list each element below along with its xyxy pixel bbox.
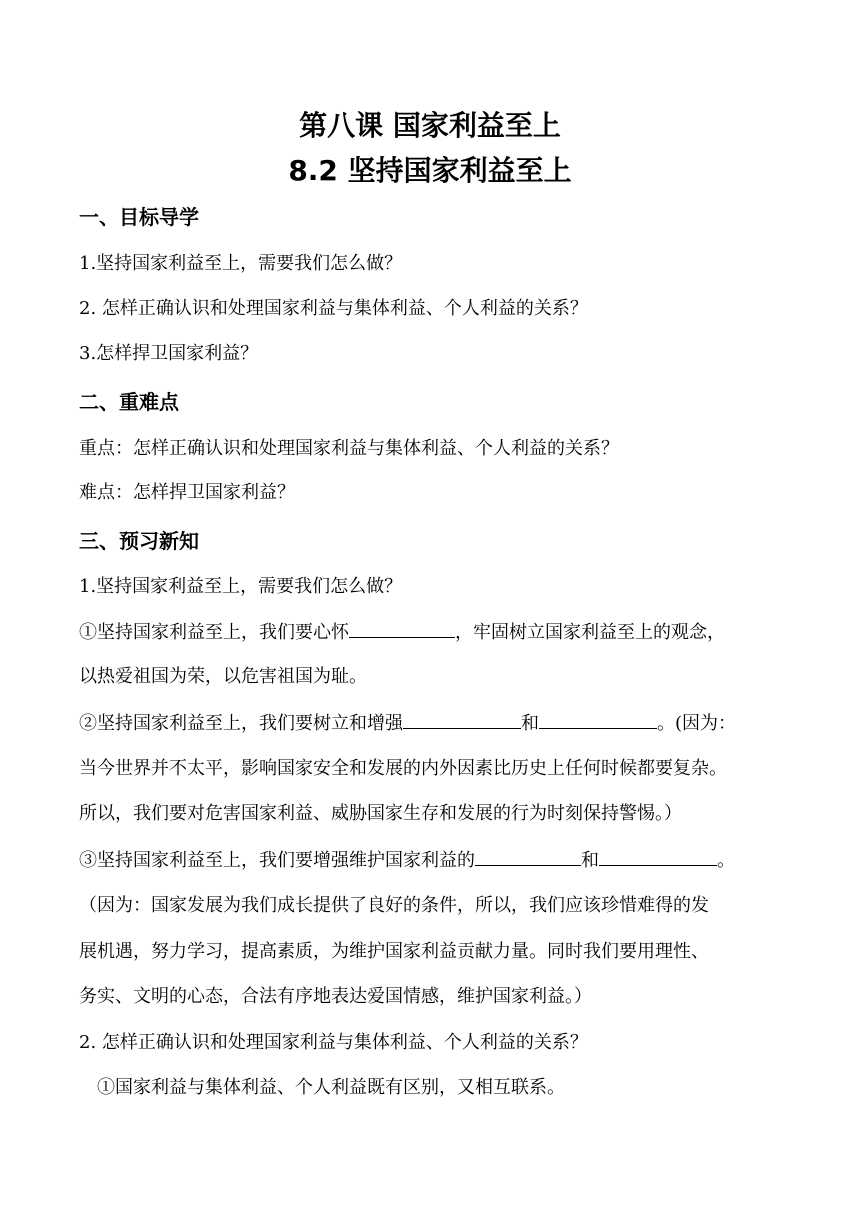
answer-1-text-b: ，牢固树立国家利益至上的观念， bbox=[455, 622, 725, 643]
section-heading-goals: 一、目标导学 bbox=[79, 205, 199, 229]
difficult-point: 难点：怎样捍卫国家利益？ bbox=[79, 482, 295, 503]
lesson-subtitle: 8.2 坚持国家利益至上 bbox=[288, 154, 572, 187]
answer-1-text-a: ①坚持国家利益至上，我们要心怀 bbox=[79, 622, 349, 643]
goal-item-3: 3.怎样捍卫国家利益？ bbox=[79, 343, 259, 364]
answer-1-line-2: 以热爱祖国为荣，以危害祖国为耻。 bbox=[79, 666, 367, 687]
fill-blank-2[interactable] bbox=[403, 710, 521, 729]
key-point: 重点：怎样正确认识和处理国家利益与集体利益、个人利益的关系？ bbox=[79, 438, 619, 459]
question-2: 2. 怎样正确认识和处理国家利益与集体利益、个人利益的关系？ bbox=[79, 1032, 588, 1053]
fill-blank-1[interactable] bbox=[349, 619, 455, 638]
answer-2-and: 和 bbox=[521, 713, 539, 734]
answer-2-line-3: 所以，我们要对危害国家利益、威胁国家生存和发展的行为时刻保持警惕。） bbox=[79, 803, 682, 824]
answer-3-line-1 bbox=[79, 847, 735, 874]
question-2-point-1: ①国家利益与集体利益、个人利益既有区别，又相互联系。 bbox=[97, 1077, 565, 1098]
fill-blank-4[interactable] bbox=[475, 847, 581, 866]
answer-2-line-2: 当今世界并不太平，影响国家安全和发展的内外因素比历史上任何时候都要复杂。 bbox=[79, 758, 727, 779]
goal-item-1: 1.坚持国家利益至上，需要我们怎么做？ bbox=[79, 253, 403, 274]
fill-blank-5[interactable] bbox=[599, 847, 717, 866]
section-heading-key-points: 二、重难点 bbox=[79, 390, 179, 414]
section-heading-preview: 三、预习新知 bbox=[79, 529, 199, 553]
answer-3-line-3: 展机遇，努力学习，提高素质，为维护国家利益贡献力量。同时我们要用理性、 bbox=[79, 941, 709, 962]
answer-2-text-a: ②坚持国家利益至上，我们要树立和增强 bbox=[79, 713, 403, 734]
question-1: 1.坚持国家利益至上，需要我们怎么做？ bbox=[79, 576, 403, 597]
answer-3-line-4: 务实、文明的心态，合法有序地表达爱国情感，维护国家利益。） bbox=[79, 986, 592, 1007]
answer-1-line-1 bbox=[79, 619, 725, 646]
answer-2-line-1 bbox=[79, 710, 736, 737]
lesson-title: 第八课 国家利益至上 bbox=[299, 109, 561, 142]
answer-3-text-a: ③坚持国家利益至上，我们要增强维护国家利益的 bbox=[79, 850, 475, 871]
answer-3-line-2: （因为：国家发展为我们成长提供了良好的条件，所以，我们应该珍惜难得的发 bbox=[79, 895, 709, 916]
answer-3-and: 和 bbox=[581, 850, 599, 871]
answer-3-text-b: 。 bbox=[717, 850, 735, 871]
fill-blank-3[interactable] bbox=[539, 710, 657, 729]
goal-item-2: 2. 怎样正确认识和处理国家利益与集体利益、个人利益的关系？ bbox=[79, 298, 588, 319]
answer-2-text-b: 。(因为： bbox=[657, 713, 737, 734]
